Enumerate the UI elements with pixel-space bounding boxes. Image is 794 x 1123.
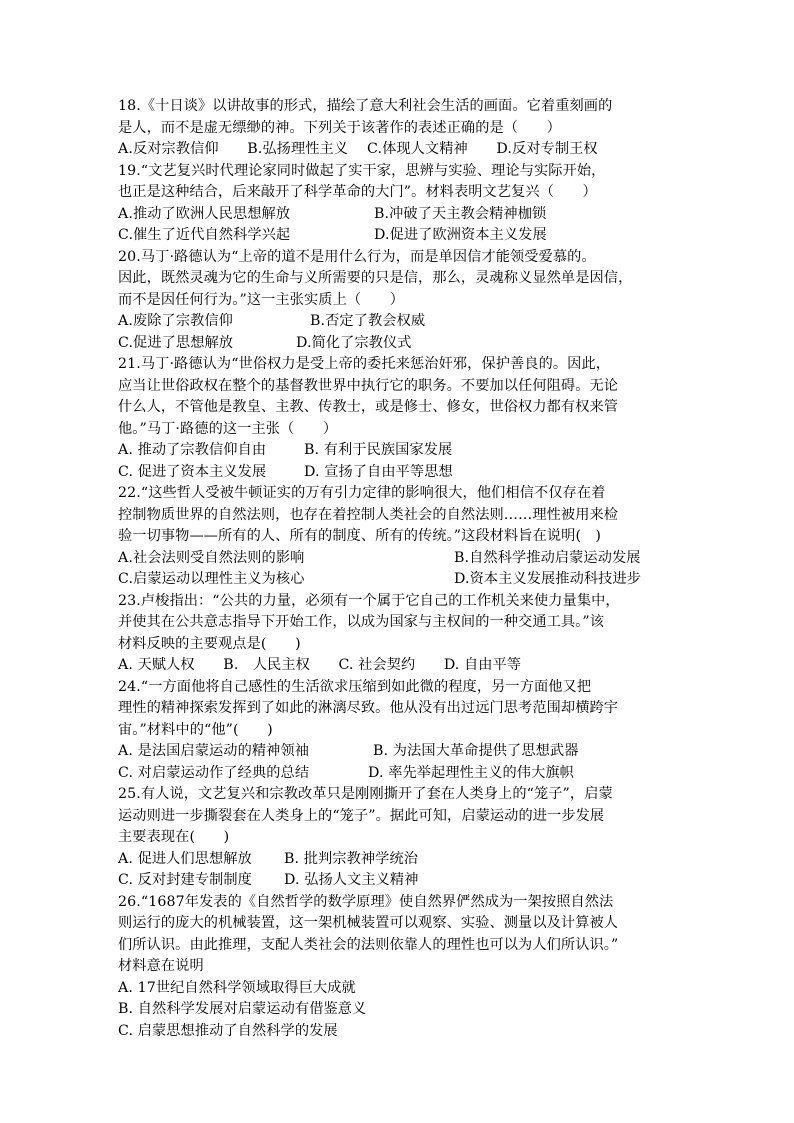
question-19 — [118, 161, 678, 247]
question-stem: 什么人，不管他是教皇、主教、传教士，或是修士、修女，世俗权力都有权来管 — [118, 399, 619, 415]
question-stem: 25.有人说，文艺复兴和宗教改革只是刚刚撕开了套在人类身上的“笼子”，启蒙 — [118, 786, 613, 802]
question-stem: 理性的精神探索发挥到了如此的淋漓尽致。他从没有出过远门思考范围却横跨宇 — [118, 700, 619, 716]
question-stem: 控制物质世界的自然法则，也存在着控制人类社会的自然法则……理性被用来检 — [118, 506, 619, 523]
question-stem: 验一切事物——所有的人、所有的制度、所有的传统。”这段材料旨在说明( ) — [118, 528, 602, 544]
question-stem: 18.《十日谈》以讲故事的形式，描绘了意大利社会生活的画面。它着重刻画的 — [118, 98, 613, 114]
option-a: A. 推动了宗教信仰自由 — [118, 442, 267, 458]
options-row — [118, 225, 678, 247]
option-a: A.废除了宗教信仰 — [118, 313, 233, 329]
option-b: B. 批判宗教神学统治 — [284, 850, 419, 867]
option-b: B.否定了教会权威 — [310, 313, 426, 329]
option-d: D.促进了欧洲资本主义发展 — [374, 227, 547, 243]
question-stem: 23.卢梭指出：“公共的力量，必须有一个属于它自己的工作机关来使力量集中， — [118, 592, 620, 609]
option-c: C. 促进了资本主义发展 — [118, 463, 267, 480]
question-stem: 是人，而不是虚无缥缈的神。下列关于该著作的表述正确的是（ ） — [118, 119, 561, 136]
option-d: D. 宣扬了自由平等思想 — [304, 463, 453, 480]
question-stem: 应当让世俗政权在整个的基督教世界中执行它的职务。不要加以任何阻碍。无论 — [118, 377, 619, 394]
options-row — [118, 870, 678, 892]
option-d: D.资本主义发展推动科技进步 — [454, 571, 642, 587]
question-stem: 主要表现在( ) — [118, 829, 230, 845]
options-row — [118, 462, 678, 484]
question-stem: 并使其在公共意志指导下开始工作，以成为国家与主权间的一种交通工具。”该 — [118, 614, 605, 630]
option-a: A. 17世纪自然科学领域取得巨大成就 — [118, 979, 356, 996]
question-stem: 24.“一方面他将自己感性的生活欲求压缩到如此微的程度，另一方面他又把 — [118, 678, 592, 695]
question-23 — [118, 591, 678, 677]
option-a: A.推动了欧洲人民思想解放 — [118, 205, 291, 222]
question-stem: 22.“这些哲人受被牛顿证实的万有引力定律的影响很大，他们相信不仅存在着 — [118, 485, 606, 501]
options-row — [118, 569, 678, 591]
option-b: B. 为法国大革命提供了思想武器 — [373, 743, 579, 759]
question-stem: 材料意在说明 — [118, 958, 204, 974]
options-line: A. 天赋人权 B. 人民主权 C. 社会契约 D. 自由平等 — [118, 657, 522, 673]
option-a: A. 促进人们思想解放 — [118, 850, 252, 867]
question-18 — [118, 96, 678, 161]
option-a: A. 是法国启蒙运动的精神领袖 — [118, 743, 310, 759]
option-c: C.催生了近代自然科学兴起 — [118, 227, 291, 243]
question-stem: 19.“文艺复兴时代理论家同时做起了实干家，思辨与实验、理论与实际开始， — [118, 162, 606, 179]
question-stem: 材料反映的主要观点是( ) — [118, 635, 301, 652]
option-b: B.冲破了天主教会精神枷锁 — [374, 205, 547, 222]
question-stem: 运动则进一步撕裂套在人类身上的“笼子”。据此可知，启蒙运动的进一步发展 — [118, 807, 605, 824]
option-b: B. 自然科学发展对启蒙运动有借鉴意义 — [118, 1001, 367, 1017]
options-row — [118, 311, 678, 333]
question-20 — [118, 247, 678, 355]
options-row — [118, 741, 678, 763]
question-stem: 21.马丁·路德认为“世俗权力是受上帝的委托来惩治奸邪，保护善良的。因此， — [118, 356, 611, 372]
options-line: A.反对宗教信仰 B.弘扬理性主义 C.体现人文精神 D.反对专制王权 — [118, 141, 598, 157]
option-d: D.简化了宗教仪式 — [296, 334, 412, 351]
option-c: C. 对启蒙运动作了经典的总结 — [118, 764, 310, 781]
question-24 — [118, 677, 678, 785]
options-row — [118, 849, 678, 871]
exam-page — [118, 96, 678, 1042]
options-row — [118, 204, 678, 226]
option-d: D. 率先举起理性主义的伟大旗帜 — [368, 764, 574, 781]
question-stem: 则运行的庞大的机械装置，这一架机械装置可以观察、实验、测量以及计算被人 — [118, 915, 619, 931]
question-21 — [118, 354, 678, 483]
options-row — [118, 548, 678, 570]
option-c: C.启蒙运动以理性主义为核心 — [118, 571, 305, 587]
question-26 — [118, 892, 678, 1043]
options-row — [118, 763, 678, 785]
option-c: C.促进了思想解放 — [118, 334, 234, 351]
question-stem: 而不是因任何行为。”这一主张实质上（ ） — [118, 291, 405, 308]
option-b: B.自然科学推动启蒙运动发展 — [454, 549, 641, 566]
question-25 — [118, 784, 678, 892]
option-c: C. 启蒙思想推动了自然科学的发展 — [118, 1022, 338, 1039]
option-a: A.社会法则受自然法则的影响 — [118, 549, 305, 566]
question-stem: 因此，既然灵魂为它的生命与义所需要的只是信，那么，灵魂称义显然单是因信， — [118, 270, 633, 286]
option-d: D. 弘扬人文主义精神 — [284, 872, 419, 888]
question-stem: 们所认识。由此推理，支配人类社会的法则依靠人的理性也可以为人们所认识。” — [118, 936, 619, 953]
options-row — [118, 440, 678, 462]
question-stem: 20.马丁·路德认为“上帝的道不是用什么行为，而是单因信才能领受爱慕的。 — [118, 248, 596, 265]
question-stem: 宙。”材料中的“他”( ) — [118, 721, 273, 738]
option-b: B. 有利于民族国家发展 — [304, 442, 453, 458]
question-stem: 26.“1687年发表的《自然哲学的数学原理》使自然界俨然成为一架按照自然法 — [118, 893, 614, 910]
question-stem: 他。”马丁·路德的这一主张（ ） — [118, 420, 338, 437]
options-row — [118, 333, 678, 355]
option-c: C. 反对封建专制制度 — [118, 872, 252, 888]
question-22 — [118, 483, 678, 591]
question-stem: 也正是这种结合，后来敲开了科学革命的大门”。材料表明文艺复兴（ ） — [118, 184, 597, 200]
